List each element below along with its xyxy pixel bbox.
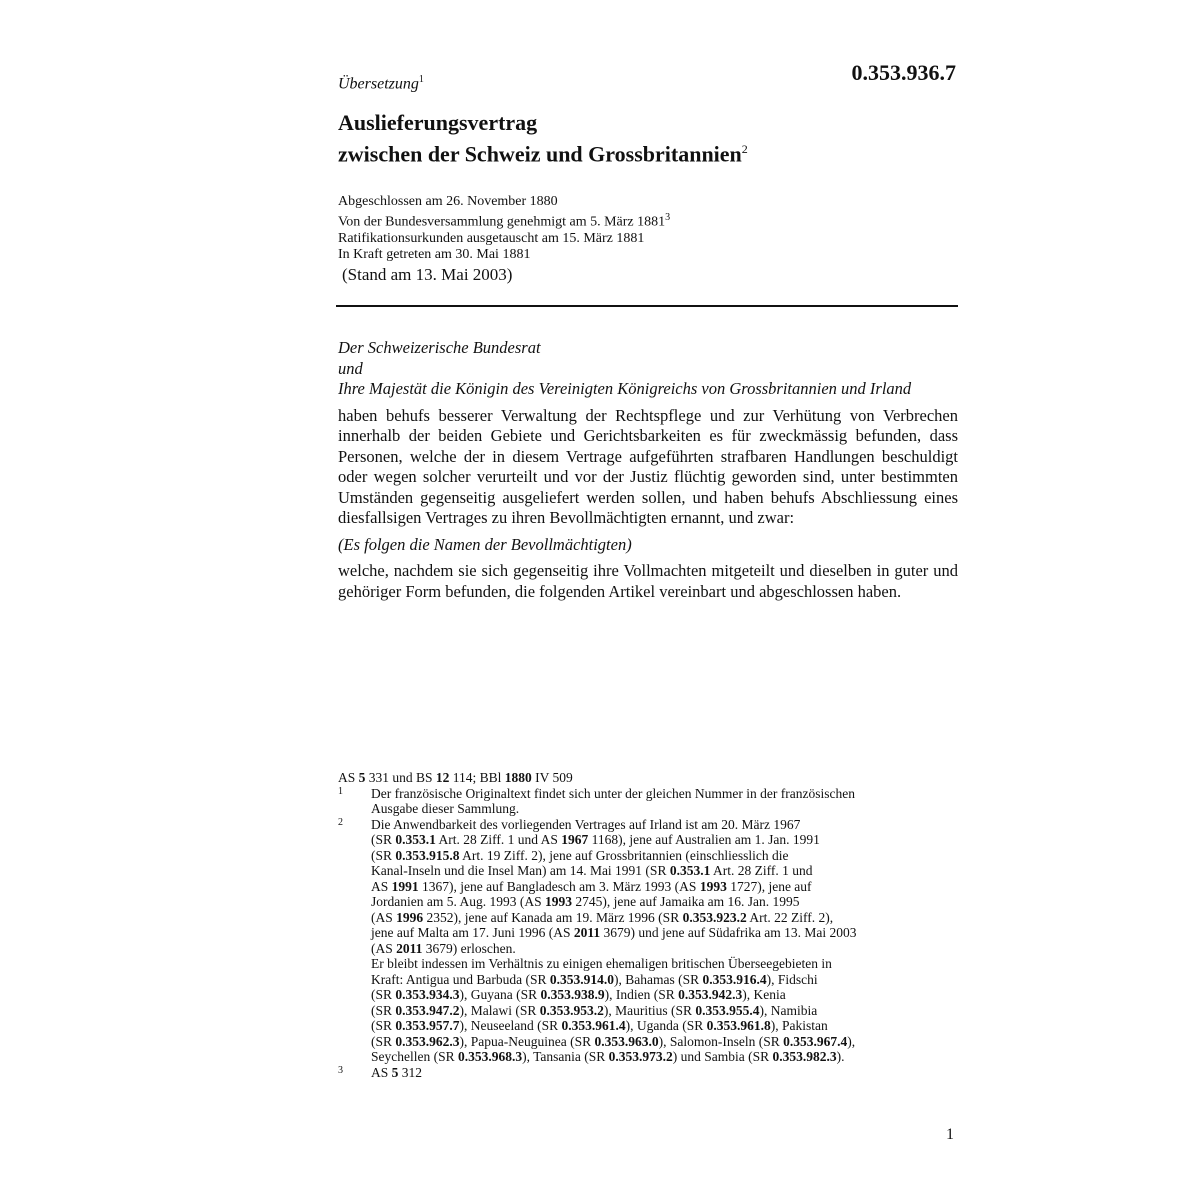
source-reference: AS 5 331 und BS 12 114; BBl 1880 IV 509 xyxy=(338,770,573,785)
document-metadata xyxy=(338,194,670,263)
footnote-ref-2[interactable]: 2 xyxy=(741,142,748,156)
preamble-paragraph-2: welche, nachdem sie sich gegenseitig ihre Vollmachten mitgeteilt und dieselben in guter und gehöriger Form befunden, die folgenden Artikel vereinbart und abgeschlossen haben. xyxy=(338,561,958,601)
conjunction: und xyxy=(338,358,363,378)
sr-number: 0.353.936.7 xyxy=(851,60,956,85)
document-title xyxy=(338,110,748,167)
page-number: 1 xyxy=(946,1126,954,1143)
status-date: (Stand am 13. Mai 2003) xyxy=(342,265,513,284)
footnote-ref-1[interactable]: 1 xyxy=(418,74,424,85)
approved-date: Von der Bundesversammlung genehmigt am 5. März 1881$^3$ xyxy=(338,212,671,230)
translation-label: Übersetzung$^1$ xyxy=(338,74,424,93)
footnote-number: 2 xyxy=(338,816,343,828)
footnote-1: 1 Der französische Originaltext findet sich unter der gleichen Nummer in der französischen Ausgabe dieser Sammlung. xyxy=(338,785,855,816)
title-line-1: Auslieferungsvertrag xyxy=(338,110,538,135)
preamble-paragraph-1: haben behufs besserer Verwaltung der Rechtspflege und zur Verhütung von Verbrechen innerhalb der beiden Gebiete und Gerichtsbarkeiten es für zweckmässig befunden, dass Personen, welche der in diesem Vertrage aufgeführten strafbaren Handlungen beschuldigt oder wegen solcher verurteilt und vor der Justiz flüchtig geworden sind, unter bestimmten Umständen gegenseitig ausgeliefert werden sollen, und haben behufs Abschliessung eines diesfallsigen Vertrages zu ihren Bevollmächtigten ernannt, und zwar: xyxy=(338,405,958,527)
footnote-3: 3 AS 5 312 xyxy=(338,1064,423,1080)
plenipotentiaries-note: (Es folgen die Namen der Bevollmächtigten) xyxy=(338,534,632,554)
concluded-date: Abgeschlossen am 26. November 1880 xyxy=(338,194,558,209)
ratified-date: Ratifikationsurkunden ausgetauscht am 15. März 1881 xyxy=(338,230,645,246)
party-1: Der Schweizerische Bundesrat xyxy=(338,338,541,357)
footnote-ref-3[interactable]: 3 xyxy=(665,212,671,223)
in-force-date: In Kraft getreten am 30. Mai 1881 xyxy=(338,246,531,262)
footnotes xyxy=(338,770,958,1080)
footnote-number: 3 xyxy=(338,1064,343,1076)
header-divider xyxy=(336,305,958,307)
party-2: Ihre Majestät die Königin des Vereinigten Königreichs von Grossbritannien und Irland xyxy=(338,379,912,398)
title-line-2: zwischen der Schweiz und Grossbritannien$^2$ xyxy=(338,141,748,167)
footnote-2: 2 Die Anwendbarkeit des vorliegenden Vertrages auf Irland ist am 20. März 1967 (SR 0.353.1 Art. 28 Ziff. 1 und AS 1967 1168), jene auf Australien am 1. Jan. 1991 (SR 0.353.915.8 Art. 19 Ziff. 2), jene auf Grossbritannien (einschliesslich die Kanal-Inseln und die Insel Man) am 14. Mai 1991 (SR 0.353.1 Art. 28 Ziff. 1 und AS 1991 1367), jene auf Bangladesch am 3. März 1993 (AS 1993 1727), jene auf Jordanien am 5. Aug. 1993 (AS 1993 2745), jene auf Jamaika am 16. Jan. 1995 (AS 1996 2352), jene auf Kanada am 19. März 1996 (SR 0.353.923.2 Art. 22 Ziff. 2), jene auf Malta am 17. Juni 1996 (AS 2011 3679) und jene auf Südafrika am 13. Mai 2003 (AS 2011 3679) erloschen. Er bleibt indessen im Verhältnis zu einigen ehemaligen britischen Überseegebieten in Kraft: Antigua und Barbuda (SR 0.353.914.0), Bahamas (SR 0.353.916.4), Fidschi (SR 0.353.934.3), Guyana (SR 0.353.938.9), Indien (SR 0.353.942.3), Kenia (SR 0.353.947.2), Malawi (SR 0.353.953.2), Mauritius (SR 0.353.955.4), Namibia (SR 0.353.957.7), Neuseeland (SR 0.353.961.4), Uganda (SR 0.353.961.8), Pakistan (SR 0.353.962.3), Papua-Neuguinea (SR 0.353.963.0), Salomon-Inseln (SR 0.353.967.4), Seychellen (SR 0.353.968.3), Tansania (SR 0.353.973.2) und Sambia (SR 0.353.982.3). xyxy=(338,816,857,1064)
footnote-number: 1 xyxy=(338,785,343,797)
preamble xyxy=(338,338,958,602)
